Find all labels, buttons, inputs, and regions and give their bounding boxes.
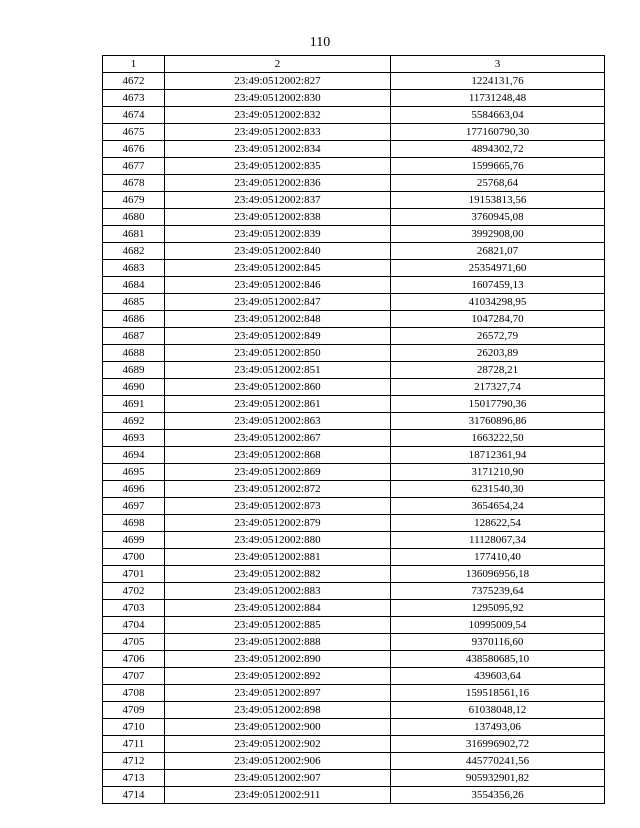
cadastral-number-cell: 23:49:0512002:846 — [165, 277, 391, 294]
row-number-cell: 4699 — [103, 532, 165, 549]
value-cell: 19153813,56 — [391, 192, 605, 209]
value-cell: 4894302,72 — [391, 141, 605, 158]
row-number-cell: 4702 — [103, 583, 165, 600]
table-row — [103, 192, 605, 209]
cadastral-number-cell: 23:49:0512002:861 — [165, 396, 391, 413]
row-number-cell: 4698 — [103, 515, 165, 532]
row-number-cell: 4678 — [103, 175, 165, 192]
table-row — [103, 719, 605, 736]
row-number-cell: 4693 — [103, 430, 165, 447]
cadastral-number-cell: 23:49:0512002:830 — [165, 90, 391, 107]
row-number-cell: 4685 — [103, 294, 165, 311]
value-cell: 31760896,86 — [391, 413, 605, 430]
table-row — [103, 634, 605, 651]
table-row — [103, 515, 605, 532]
table-row — [103, 770, 605, 787]
row-number-cell: 4697 — [103, 498, 165, 515]
table-row — [103, 260, 605, 277]
table-row — [103, 498, 605, 515]
row-number-cell: 4711 — [103, 736, 165, 753]
row-number-cell: 4706 — [103, 651, 165, 668]
table-row — [103, 532, 605, 549]
cadastral-number-cell: 23:49:0512002:897 — [165, 685, 391, 702]
cadastral-number-cell: 23:49:0512002:869 — [165, 464, 391, 481]
value-cell: 26572,79 — [391, 328, 605, 345]
table-row — [103, 311, 605, 328]
value-cell: 3171210,90 — [391, 464, 605, 481]
row-number-cell: 4709 — [103, 702, 165, 719]
cadastral-number-cell: 23:49:0512002:851 — [165, 362, 391, 379]
row-number-cell: 4691 — [103, 396, 165, 413]
row-number-cell: 4692 — [103, 413, 165, 430]
table-row — [103, 787, 605, 804]
table-row — [103, 209, 605, 226]
cadastral-number-cell: 23:49:0512002:907 — [165, 770, 391, 787]
cadastral-number-cell: 23:49:0512002:888 — [165, 634, 391, 651]
table-row — [103, 702, 605, 719]
cadastral-number-cell: 23:49:0512002:837 — [165, 192, 391, 209]
cadastral-number-cell: 23:49:0512002:868 — [165, 447, 391, 464]
value-cell: 1663222,50 — [391, 430, 605, 447]
value-cell: 3992908,00 — [391, 226, 605, 243]
cadastral-number-cell: 23:49:0512002:863 — [165, 413, 391, 430]
cadastral-number-cell: 23:49:0512002:879 — [165, 515, 391, 532]
table-row — [103, 736, 605, 753]
table-row — [103, 141, 605, 158]
cadastral-number-cell: 23:49:0512002:898 — [165, 702, 391, 719]
table-row — [103, 379, 605, 396]
value-cell: 41034298,95 — [391, 294, 605, 311]
table-row — [103, 617, 605, 634]
value-cell: 26821,07 — [391, 243, 605, 260]
value-cell: 25354971,60 — [391, 260, 605, 277]
cadastral-number-cell: 23:49:0512002:885 — [165, 617, 391, 634]
row-number-cell: 4694 — [103, 447, 165, 464]
value-cell: 11731248,48 — [391, 90, 605, 107]
row-number-cell: 4682 — [103, 243, 165, 260]
table-row — [103, 481, 605, 498]
value-cell: 137493,06 — [391, 719, 605, 736]
value-cell: 445770241,56 — [391, 753, 605, 770]
cadastral-number-cell: 23:49:0512002:840 — [165, 243, 391, 260]
header-row — [103, 56, 605, 73]
row-number-cell: 4713 — [103, 770, 165, 787]
row-number-cell: 4683 — [103, 260, 165, 277]
value-cell: 3760945,08 — [391, 209, 605, 226]
value-cell: 316996902,72 — [391, 736, 605, 753]
row-number-cell: 4712 — [103, 753, 165, 770]
value-cell: 10995009,54 — [391, 617, 605, 634]
value-cell: 15017790,36 — [391, 396, 605, 413]
table-row — [103, 362, 605, 379]
cadastral-number-cell: 23:49:0512002:881 — [165, 549, 391, 566]
cadastral-number-cell: 23:49:0512002:873 — [165, 498, 391, 515]
row-number-cell: 4689 — [103, 362, 165, 379]
value-cell: 177410,40 — [391, 549, 605, 566]
row-number-cell: 4684 — [103, 277, 165, 294]
column-header-1: 1 — [103, 56, 165, 73]
row-number-cell: 4674 — [103, 107, 165, 124]
row-number-cell: 4675 — [103, 124, 165, 141]
page-number: 110 — [309, 35, 331, 50]
table-row — [103, 107, 605, 124]
table-row — [103, 90, 605, 107]
cadastral-number-cell: 23:49:0512002:880 — [165, 532, 391, 549]
cadastral-number-cell: 23:49:0512002:900 — [165, 719, 391, 736]
row-number-cell: 4696 — [103, 481, 165, 498]
value-cell: 7375239,64 — [391, 583, 605, 600]
table-row — [103, 277, 605, 294]
value-cell: 3654654,24 — [391, 498, 605, 515]
table-row — [103, 175, 605, 192]
table-row — [103, 73, 605, 90]
table-row — [103, 345, 605, 362]
row-number-cell: 4705 — [103, 634, 165, 651]
table-row — [103, 685, 605, 702]
table-row — [103, 294, 605, 311]
data-table — [102, 55, 605, 804]
table-row — [103, 651, 605, 668]
table-row — [103, 447, 605, 464]
cadastral-number-cell: 23:49:0512002:860 — [165, 379, 391, 396]
value-cell: 159518561,16 — [391, 685, 605, 702]
value-cell: 217327,74 — [391, 379, 605, 396]
row-number-cell: 4679 — [103, 192, 165, 209]
table-row — [103, 583, 605, 600]
value-cell: 11128067,34 — [391, 532, 605, 549]
table-row — [103, 413, 605, 430]
table-row — [103, 243, 605, 260]
table-row — [103, 328, 605, 345]
cadastral-number-cell: 23:49:0512002:834 — [165, 141, 391, 158]
cadastral-number-cell: 23:49:0512002:892 — [165, 668, 391, 685]
value-cell: 1224131,76 — [391, 73, 605, 90]
value-cell: 3554356,26 — [391, 787, 605, 804]
cadastral-number-cell: 23:49:0512002:847 — [165, 294, 391, 311]
row-number-cell: 4704 — [103, 617, 165, 634]
row-number-cell: 4710 — [103, 719, 165, 736]
row-number-cell: 4701 — [103, 566, 165, 583]
table-row — [103, 124, 605, 141]
cadastral-number-cell: 23:49:0512002:911 — [165, 787, 391, 804]
table-row — [103, 430, 605, 447]
table-row — [103, 668, 605, 685]
cadastral-number-cell: 23:49:0512002:872 — [165, 481, 391, 498]
table-row — [103, 226, 605, 243]
cadastral-number-cell: 23:49:0512002:832 — [165, 107, 391, 124]
value-cell: 28728,21 — [391, 362, 605, 379]
value-cell: 136096956,18 — [391, 566, 605, 583]
value-cell: 1607459,13 — [391, 277, 605, 294]
row-number-cell: 4687 — [103, 328, 165, 345]
row-number-cell: 4672 — [103, 73, 165, 90]
value-cell: 177160790,30 — [391, 124, 605, 141]
cadastral-number-cell: 23:49:0512002:835 — [165, 158, 391, 175]
row-number-cell: 4681 — [103, 226, 165, 243]
row-number-cell: 4695 — [103, 464, 165, 481]
row-number-cell: 4690 — [103, 379, 165, 396]
value-cell: 128622,54 — [391, 515, 605, 532]
row-number-cell: 4680 — [103, 209, 165, 226]
row-number-cell: 4714 — [103, 787, 165, 804]
cadastral-number-cell: 23:49:0512002:848 — [165, 311, 391, 328]
value-cell: 18712361,94 — [391, 447, 605, 464]
cadastral-number-cell: 23:49:0512002:839 — [165, 226, 391, 243]
value-cell: 61038048,12 — [391, 702, 605, 719]
value-cell: 1295095,92 — [391, 600, 605, 617]
cadastral-number-cell: 23:49:0512002:833 — [165, 124, 391, 141]
cadastral-number-cell: 23:49:0512002:850 — [165, 345, 391, 362]
table-body — [103, 73, 605, 804]
column-header-2: 2 — [165, 56, 391, 73]
value-cell: 439603,64 — [391, 668, 605, 685]
row-number-cell: 4707 — [103, 668, 165, 685]
value-cell: 5584663,04 — [391, 107, 605, 124]
table-row — [103, 464, 605, 481]
row-number-cell: 4700 — [103, 549, 165, 566]
table-header — [103, 56, 605, 73]
cadastral-number-cell: 23:49:0512002:890 — [165, 651, 391, 668]
table-row — [103, 566, 605, 583]
row-number-cell: 4688 — [103, 345, 165, 362]
cadastral-number-cell: 23:49:0512002:836 — [165, 175, 391, 192]
value-cell: 905932901,82 — [391, 770, 605, 787]
cadastral-number-cell: 23:49:0512002:883 — [165, 583, 391, 600]
cadastral-number-cell: 23:49:0512002:849 — [165, 328, 391, 345]
cadastral-number-cell: 23:49:0512002:902 — [165, 736, 391, 753]
column-header-3: 3 — [391, 56, 605, 73]
table-row — [103, 753, 605, 770]
cadastral-number-cell: 23:49:0512002:906 — [165, 753, 391, 770]
row-number-cell: 4708 — [103, 685, 165, 702]
cadastral-number-cell: 23:49:0512002:882 — [165, 566, 391, 583]
cadastral-number-cell: 23:49:0512002:884 — [165, 600, 391, 617]
row-number-cell: 4673 — [103, 90, 165, 107]
value-cell: 438580685,10 — [391, 651, 605, 668]
table-row — [103, 158, 605, 175]
table-row — [103, 600, 605, 617]
table-row — [103, 549, 605, 566]
value-cell: 25768,64 — [391, 175, 605, 192]
cadastral-number-cell: 23:49:0512002:827 — [165, 73, 391, 90]
value-cell: 1047284,70 — [391, 311, 605, 328]
row-number-cell: 4677 — [103, 158, 165, 175]
row-number-cell: 4686 — [103, 311, 165, 328]
row-number-cell: 4703 — [103, 600, 165, 617]
table-row — [103, 396, 605, 413]
cadastral-number-cell: 23:49:0512002:867 — [165, 430, 391, 447]
row-number-cell: 4676 — [103, 141, 165, 158]
cadastral-number-cell: 23:49:0512002:845 — [165, 260, 391, 277]
cadastral-number-cell: 23:49:0512002:838 — [165, 209, 391, 226]
value-cell: 6231540,30 — [391, 481, 605, 498]
value-cell: 26203,89 — [391, 345, 605, 362]
value-cell: 1599665,76 — [391, 158, 605, 175]
value-cell: 9370116,60 — [391, 634, 605, 651]
